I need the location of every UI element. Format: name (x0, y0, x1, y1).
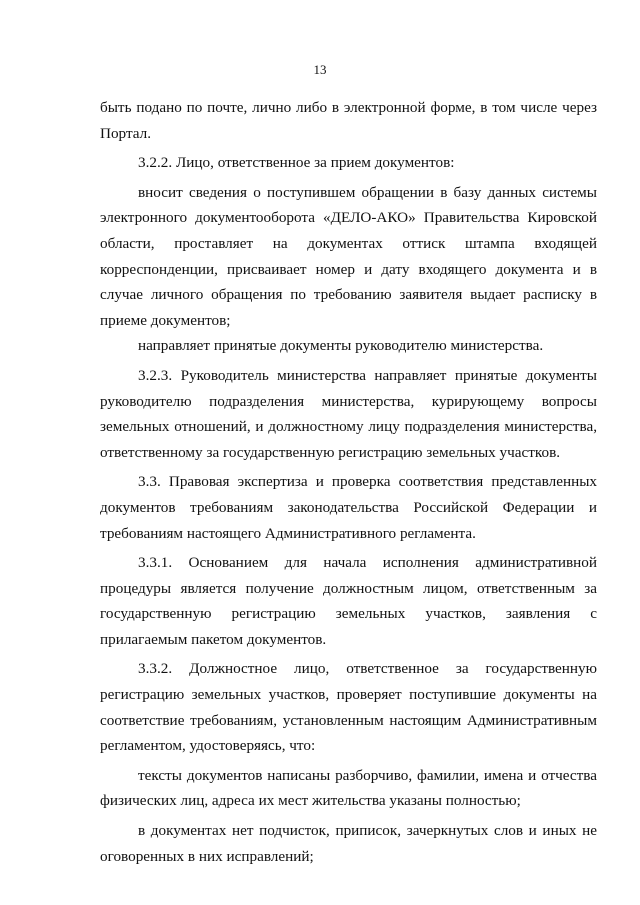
paragraph-3-3-1: 3.3.1. Основанием для начала исполнения административной процедуры является получение должностным лицом, ответственным за государственную регистрацию земельных участков, заявления с прилагаемым пакетом документов. (100, 554, 597, 648)
paragraph-no-erasures: в документах нет подчисток, приписок, зачеркнутых слов и иных не оговоренных в них исправлений; (100, 822, 597, 865)
paragraph-legible-texts: тексты документов написаны разборчиво, фамилии, имена и отчества физических лиц, адреса их мест жительства указаны полностью; (100, 766, 597, 810)
paragraph-forward-documents: направляет принятые документы руководителю министерства. (138, 337, 544, 355)
paragraph-3-3-2: 3.3.2. Должностное лицо, ответственное за государственную регистрацию земельных участков, проверяет поступившие документы на соответствие требованиям, установленным настоящим Административным регламентом, удостоверяясь, что: (100, 660, 597, 755)
page-number: 13 (313, 62, 327, 77)
document-body (100, 95, 597, 873)
paragraph-registration-entry: вносит сведения о поступившем обращении в базу данных системы электронного документооборота «ДЕЛО-АКО» Правительства Кировской области, проставляет на документах оттиск штампа входящей корреспонденции, присваивает номер и дату входящего документа и в случае личного обращения по требованию заявителя выдает расписку в приеме документов; (100, 183, 597, 329)
paragraph-3-2-3: 3.2.3. Руководитель министерства направляет принятые документы руководителю подразделения министерства, курирующему вопросы земельных отношений, и должностному лицу подразделения министерства, ответственному за государственную регистрацию земельных участков. (100, 366, 597, 461)
paragraph-3-3: 3.3. Правовая экспертиза и проверка соответствия представленных документов требованиям законодательства Российской Федерации и требованиям настоящего Административного регламента. (100, 473, 597, 542)
paragraph-continuation: быть подано по почте, лично либо в электронной форме, в том числе через Портал. (100, 99, 597, 142)
paragraph-3-2-2-heading: 3.2.2. Лицо, ответственное за прием документов: (138, 154, 455, 172)
